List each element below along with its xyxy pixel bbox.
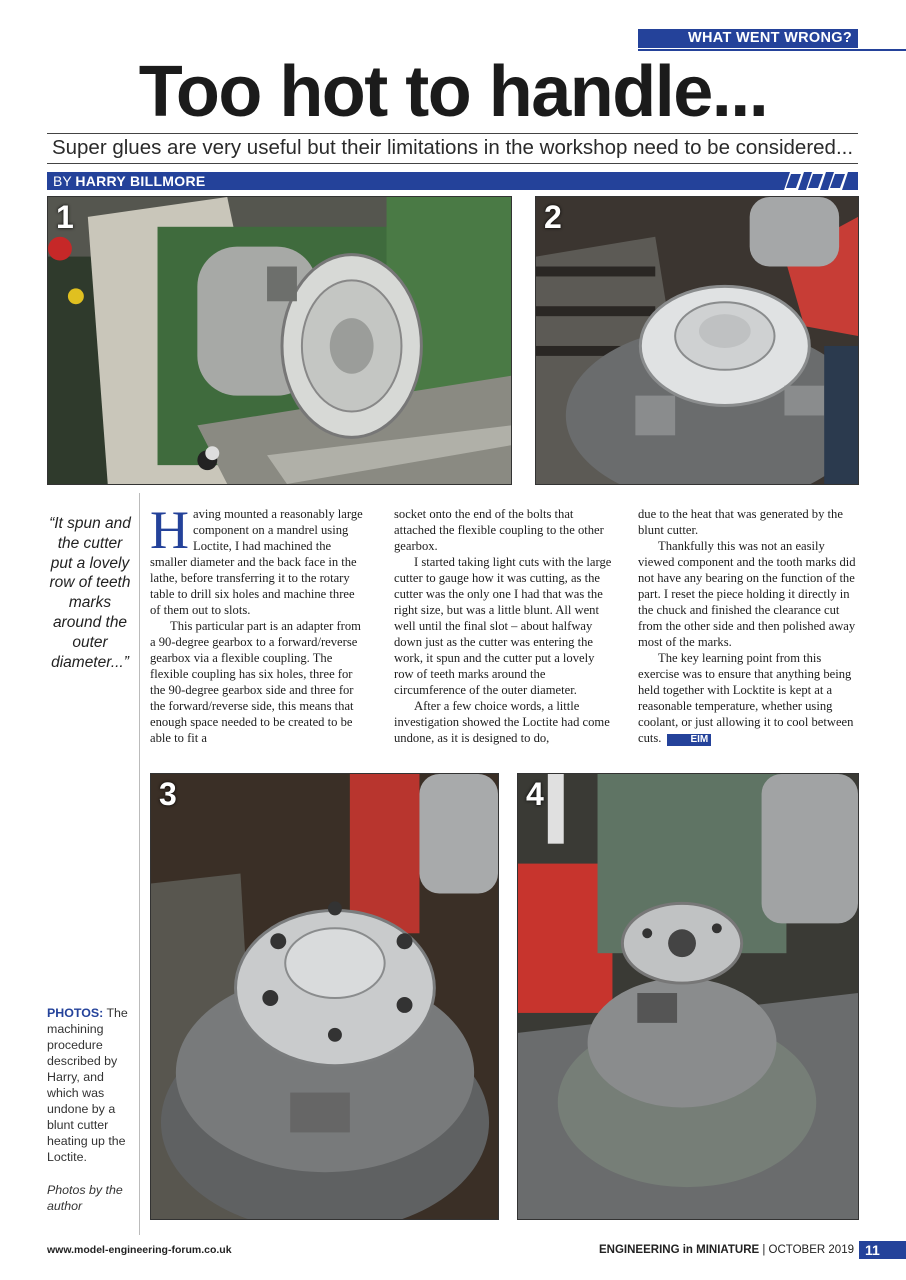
stripe-ornament-icon: [780, 172, 850, 190]
byline-author: HARRY BILLMORE: [75, 173, 206, 189]
article-column-3: [638, 506, 860, 746]
paragraph-1-text: aving mounted a reasonably large component on a mandrel using Loctite, I had machined the smaller diameter and the back face in the lathe, before transferring it to the rotary table to drill six holes and machine three of them out to slots.: [150, 507, 363, 617]
article-title: Too hot to handle...: [138, 52, 768, 132]
paragraph-5: Thankfully this was not an easily viewed component and the tooth marks did not have any bearing on the function of the part. I reset the piece holding it directly in the chuck and finished the clearance cut from the other side and then polished away most of the marks.: [638, 539, 856, 649]
footer-magazine: [560, 1244, 854, 1256]
photo-1-lathe: [47, 196, 512, 485]
photos-credit: Photos by the author: [47, 1183, 123, 1213]
footer-issue: | OCTOBER 2019: [759, 1244, 854, 1256]
article-column-1: [150, 500, 368, 746]
drop-cap: H: [150, 500, 189, 560]
photos-caption-text: The machining procedure described by Harry, and which was undone by a blunt cutter heating up the Loctite.: [47, 1006, 128, 1164]
eim-logo-icon: EIM: [667, 734, 711, 746]
part-on-table-image: [151, 774, 498, 1219]
paragraph-2: This particular part is an adapter from a 90-degree gearbox to a forward/reverse gearbox via a flexible coupling. The flexible coupling has six holes, three for the 90-degree gearbox side and three for the forward/reverse side, this means that enough space needed to be created to be able to fit a: [150, 619, 361, 745]
photos-caption: [47, 1005, 132, 1165]
paragraph-6: [638, 650, 860, 746]
footer-url[interactable]: www.model-engineering-forum.co.uk: [47, 1244, 232, 1256]
article-column-2: [394, 506, 614, 746]
section-tag: WHAT WENT WRONG?: [638, 29, 858, 48]
paragraph-2-continued: socket onto the end of the bolts that attached the flexible coupling to the other gearbox.: [394, 507, 604, 553]
photo-4-chuck: [517, 773, 859, 1220]
paragraph-4-continued: due to the heat that was generated by the blunt cutter.: [638, 507, 843, 537]
photo-number-3: 3: [159, 776, 177, 812]
photo-2-rotary-table: [535, 196, 859, 485]
photos-caption-label: PHOTOS:: [47, 1006, 104, 1020]
photo-3-part-on-table: [150, 773, 499, 1220]
paragraph-6-text: The key learning point from this exercise was to ensure that anything being held together with Locktite is kept at a reasonable temperature, whether using coolant, or just allowing it to cool between cuts.: [638, 651, 854, 745]
page-number: 11: [859, 1241, 906, 1259]
pull-quote: “It spun and the cutter put a lovely row of teeth marks around the outer diameter...”: [49, 515, 131, 671]
paragraph-4: After a few choice words, a little investigation showed the Loctite had come undone, as it is designed to do,: [394, 699, 610, 745]
byline-bar: [47, 172, 858, 190]
photo-number-4: 4: [526, 776, 544, 812]
paragraph-3: I started taking light cuts with the large cutter to gauge how it was cutting, as the cutter was the only one I had that was the right size, but was a little blunt. All went well until the final slot – about halfway down just as the cutter was entering the work, it spun and the cutter put a lovely row of teeth marks around the circumference of the outer diameter.: [394, 555, 612, 697]
photo-number-2: 2: [544, 199, 562, 235]
article-subtitle: Super glues are very useful but their limitations in the workshop need to be considered...: [51, 136, 854, 159]
footer-magazine-name: ENGINEERING in MINIATURE: [599, 1244, 760, 1256]
photo-number-1: 1: [56, 199, 74, 235]
column-divider: [139, 493, 140, 1235]
byline-prefix: BY: [53, 173, 76, 189]
paragraph-1: [150, 500, 368, 618]
lathe-image: [48, 197, 511, 484]
chuck-image: [518, 774, 858, 1219]
rotary-table-image: [536, 197, 858, 484]
subtitle-rule-bottom: [47, 163, 858, 164]
